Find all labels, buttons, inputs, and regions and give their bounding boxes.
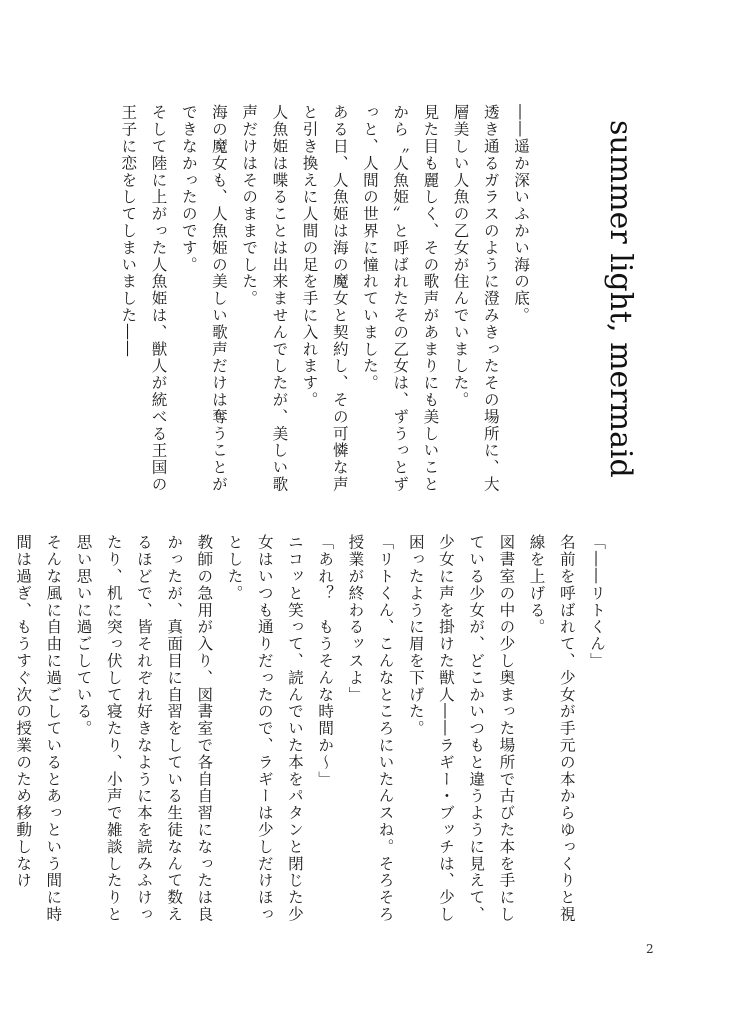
- paragraph: ――遥か深いふかい海の底。: [512, 104, 530, 324]
- paragraph: 「あれ？ もうそんな時間か～」: [316, 534, 335, 788]
- story-text: [14, 534, 612, 938]
- paragraph: そして陸に上がった人魚姫は、獣人が統べる王国の王子に恋をしてしまいました――: [119, 104, 168, 493]
- paragraph: 「リトくん、こんなところにいたんスね。そろそろ授業が終わるッスよ」: [346, 534, 395, 923]
- paragraph: 見た目も麗しく、その歌声があまりにも美しいことから〝人魚姫〟と呼ばれたその乙女は、ずうっとずっと、人間の世界に憧れていました。: [360, 104, 440, 493]
- paragraph: ニコッと笑って、読んでいた本をパタンと閉じた少女はいつも通りだったので、ラギーは少しだけほっとした。: [225, 534, 304, 923]
- paragraph: 図書室の中の少し奥まった場所で古びた本を手にしている少女が、どこかいつもと違うように見えて、少女に声を掛けた獣人――ラギー・ブッチは、少し困ったように眉を下げた。: [406, 534, 516, 923]
- paragraph: そんな風に自由に過ごしているとあっという間に時間は過ぎ、もうすぐ次の授業のため移動しなけ: [14, 534, 63, 923]
- page-title: summer light, mermaid: [603, 120, 638, 478]
- paragraph: 海の魔女も、人魚姫の美しい歌声だけは奪うことができなかったのです。: [179, 104, 228, 493]
- paragraph: 透き通るガラスのように澄みきったその場所に、大層美しい人魚の乙女が住んでいました。: [451, 104, 500, 493]
- paragraph: 名前を呼ばれて、少女が手元の本からゆっくりと視線を上げる。: [527, 534, 576, 923]
- paragraph: 教師の急用が入り、図書室で各自自習になったは良かったが、真面目に自習をしている生徒なんて数えるほどで、皆それぞれ好きなように本を読みふけったり、机に突っ伏して寝たり、小声で雑談したりと思い思いに過ごしている。: [74, 534, 214, 923]
- paragraph: 「――リトくん」: [588, 534, 606, 670]
- paragraph: 人魚姫は喋ることは出来ませんでしたが、美しい歌声だけはそのままでした。: [240, 104, 289, 493]
- prologue-text: [119, 104, 536, 508]
- page-number: 2: [646, 942, 654, 956]
- paragraph: ある日、人魚姫は海の魔女と契約し、その可憐な声と引き換えに人間の足を手に入れます。: [300, 104, 349, 493]
